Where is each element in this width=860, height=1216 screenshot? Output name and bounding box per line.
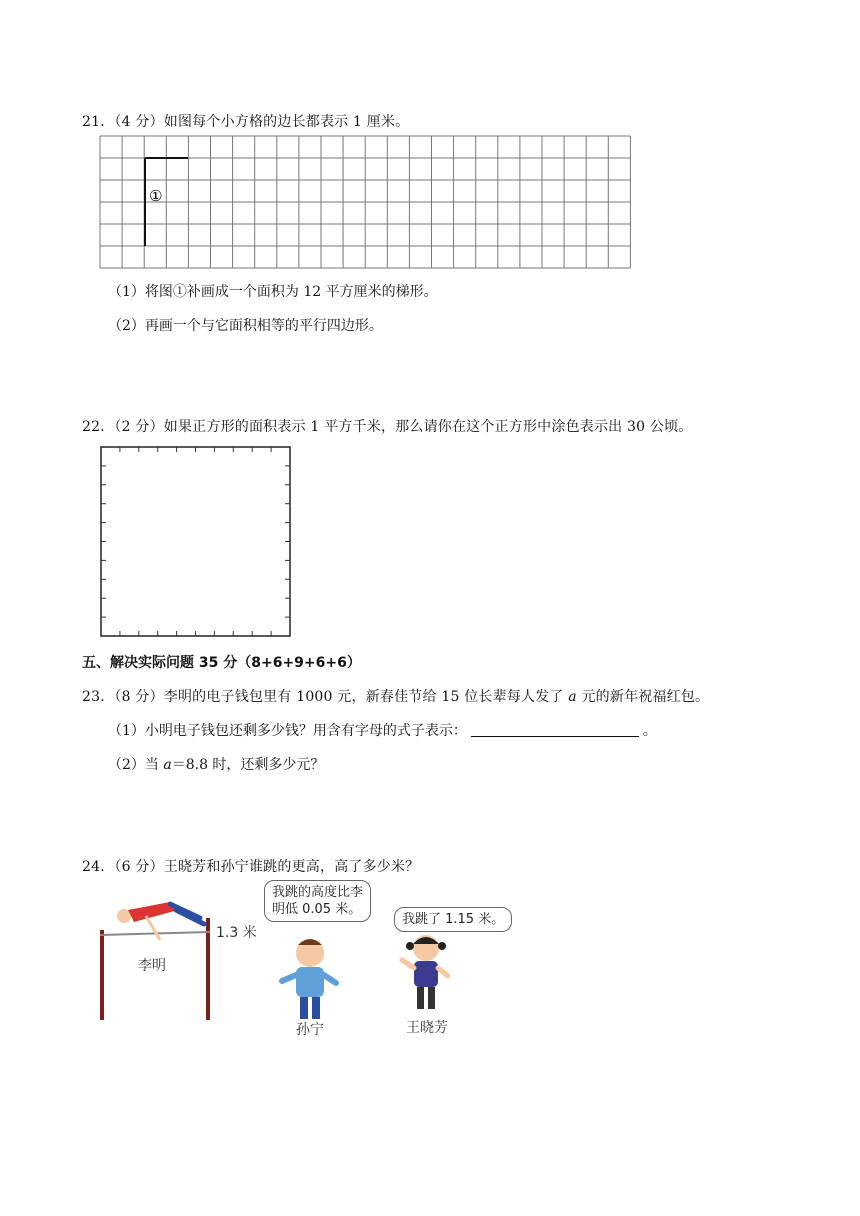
q23-stem: 23．（8 分）李明的电子钱包里有 1000 元，新春佳节给 15 位长辈每人发了 a 元的新年祝福红包。 [82,689,710,705]
q21-stem: 21．（4 分）如图每个小方格的边长都表示 1 厘米。 [82,114,410,130]
q23-sub2: （2）当 a＝8.8 时，还剩多少元？ [108,757,325,773]
sunning-figure [282,939,336,1019]
name-wxf: 王晓芳 [406,1020,448,1036]
figure-one-label: ① [149,187,163,205]
answer-blank[interactable] [471,722,639,737]
square-figure[interactable] [100,446,292,638]
height-label: 1.3 米 [216,925,257,941]
speech-bubble-sunning: 我跳的高度比李 明低 0.05 米。 [264,880,371,922]
grid-figure[interactable] [100,136,646,272]
name-liming: 李明 [138,958,166,974]
q22-stem: 22．（2 分）如果正方形的面积表示 1 平方千米，那么请你在这个正方形中涂色表示出 30 公顷。 [82,419,693,435]
q23-sub1: （1）小明电子钱包还剩多少钱？用含有字母的式子表示： 。 [108,723,657,739]
section-title: 五、解决实际问题 35 分（8+6+9+6+6） [82,655,361,671]
right-pole [206,918,210,1020]
left-pole [100,930,104,1020]
var-a: a [568,689,577,705]
wxf-figure [402,935,448,1009]
name-sunning: 孙宁 [296,1022,324,1038]
q24-stem: 24．（6 分）王晓芳和孙宁谁跳的更高，高了多少米？ [82,859,420,875]
speech-bubble-wxf: 我跳了 1.15 米。 [394,907,512,932]
q21-sub2: （2）再画一个与它面积相等的平行四边形。 [108,318,383,334]
q21-sub1: （1）将图①补画成一个面积为 12 平方厘米的梯形。 [108,284,438,300]
